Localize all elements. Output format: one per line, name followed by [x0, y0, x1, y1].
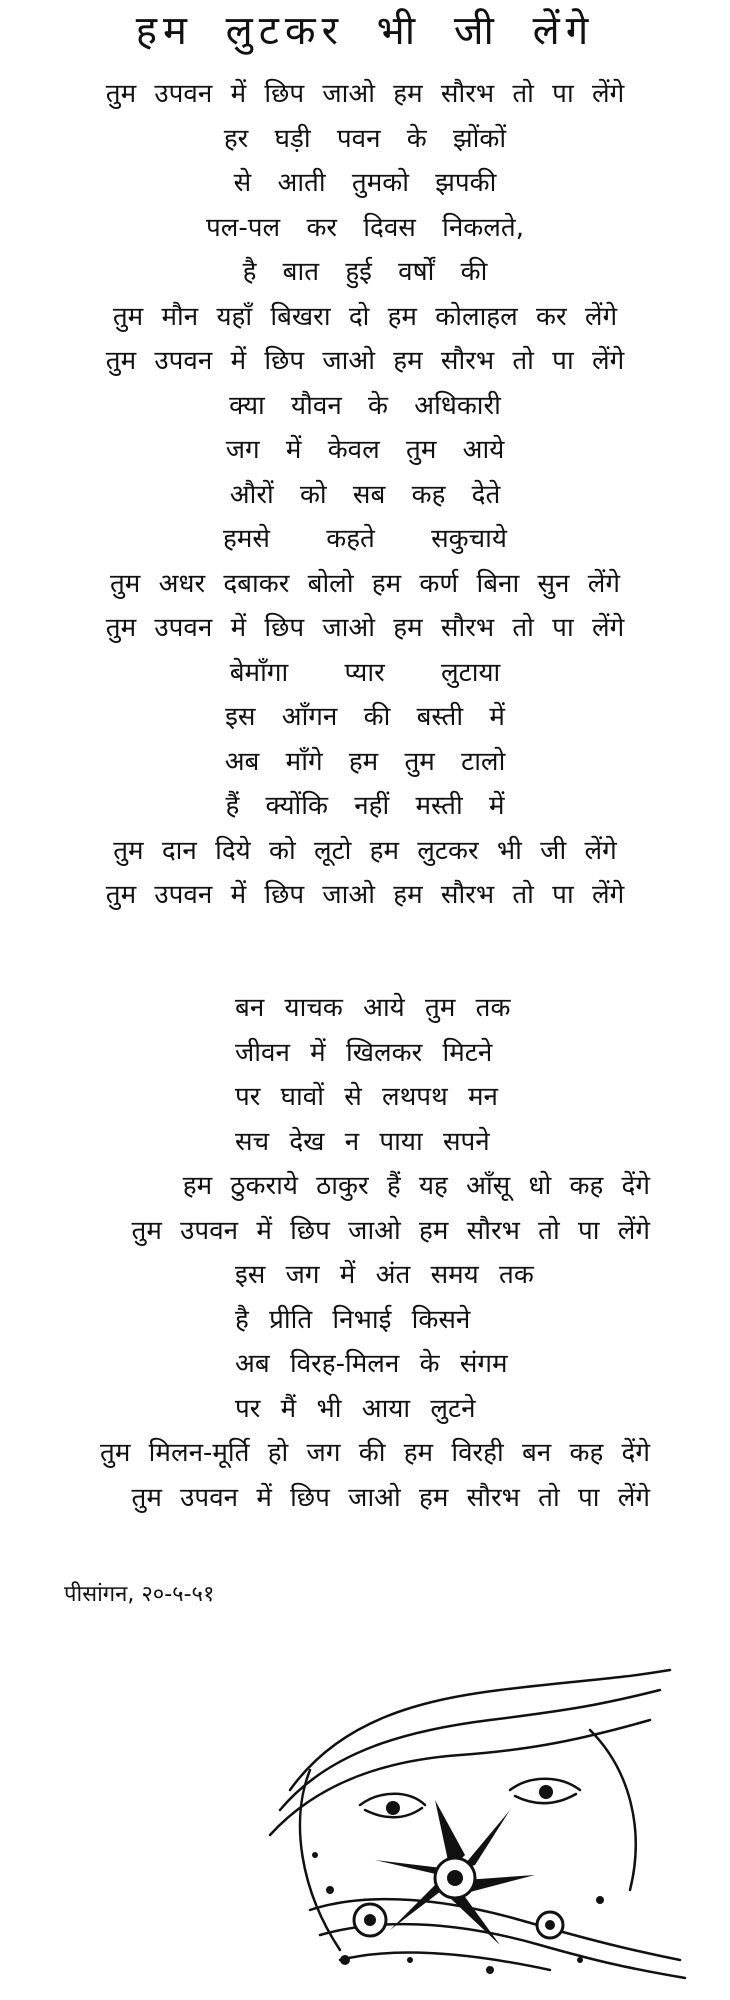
poem-line: पर मैं भी आया लुटने — [235, 1393, 476, 1424]
place-date: पीसांगन, २०-५-५१ — [64, 1582, 215, 1607]
poem-line: तुम उपवन में छिप जाओ हम सौरभ तो पा लेंगे — [105, 79, 625, 109]
stanza-1 — [0, 72, 730, 918]
poem-line: अब माँगे हम तुम टालो — [224, 746, 506, 777]
poem-line: हर घड़ी पवन के झोंकों — [223, 123, 507, 154]
poem-line: से आती तुमको झपकी — [233, 168, 497, 198]
poem-line: बन याचक आये तुम तक — [235, 993, 511, 1023]
stanza-2 — [0, 986, 730, 1520]
poem-line: बेमाँगा प्यार लुटाया — [229, 657, 501, 688]
poem-line: है बात हुई वर्षों की — [242, 257, 488, 287]
poem-line: तुम उपवन में छिप जाओ हम सौरभ तो पा लेंगे — [131, 1215, 650, 1246]
poem-line: तुम उपवन में छिप जाओ हम सौरभ तो पा लेंगे — [131, 1482, 650, 1513]
flower-sketch-icon — [250, 1660, 690, 1990]
poem-line: जीवन में खिलकर मिटने — [235, 1037, 493, 1068]
poem-line: सच देख न पाया सपने — [235, 1126, 490, 1157]
poem-line: इस जग में अंत समय तक — [235, 1260, 534, 1290]
poem-line: जग में केवल तुम आये — [225, 435, 505, 465]
poem-line: तुम मौन यहाँ बिखरा दो हम कोलाहल कर लेंगे — [112, 301, 618, 332]
poem-line: पर घावों से लथपथ मन — [235, 1082, 498, 1112]
poem-line: क्या यौवन के अधिकारी — [229, 390, 501, 421]
poem-line: तुम उपवन में छिप जाओ हम सौरभ तो पा लेंगे — [105, 613, 625, 643]
poem-line: तुम अधर दबाकर बोलो हम कर्ण बिना सुन लेंगे — [109, 568, 621, 599]
poem-line: तुम दान दिये को लूटो हम लुटकर भी जी लेंगे — [113, 835, 617, 866]
poem-title: हम लुटकर भी जी लेंगे — [135, 8, 595, 54]
poem-line: पल-पल कर दिवस निकलते, — [206, 212, 524, 243]
poem-line: तुम उपवन में छिप जाओ हम सौरभ तो पा लेंगे — [105, 880, 625, 910]
poem-line: है प्रीति निभाई किसने — [235, 1304, 471, 1335]
poem-line: हैं क्योंकि नहीं मस्ती में — [225, 791, 505, 821]
poem-line: अब विरह-मिलन के संगम — [235, 1349, 508, 1379]
poem-line: औरों को सब कह देते — [229, 479, 501, 510]
poem-line: हमसे कहते सकुचाये — [223, 524, 507, 554]
poem-line: तुम मिलन-मूर्ति हो जग की हम विरही बन कह देंगे — [100, 1438, 650, 1468]
poem-line: तुम उपवन में छिप जाओ हम सौरभ तो पा लेंगे — [105, 346, 625, 376]
poem-line: हम ठुकराये ठाकुर हैं यह आँसू धो कह देंगे — [182, 1171, 650, 1201]
poem-line: इस आँगन की बस्ती में — [225, 702, 505, 732]
